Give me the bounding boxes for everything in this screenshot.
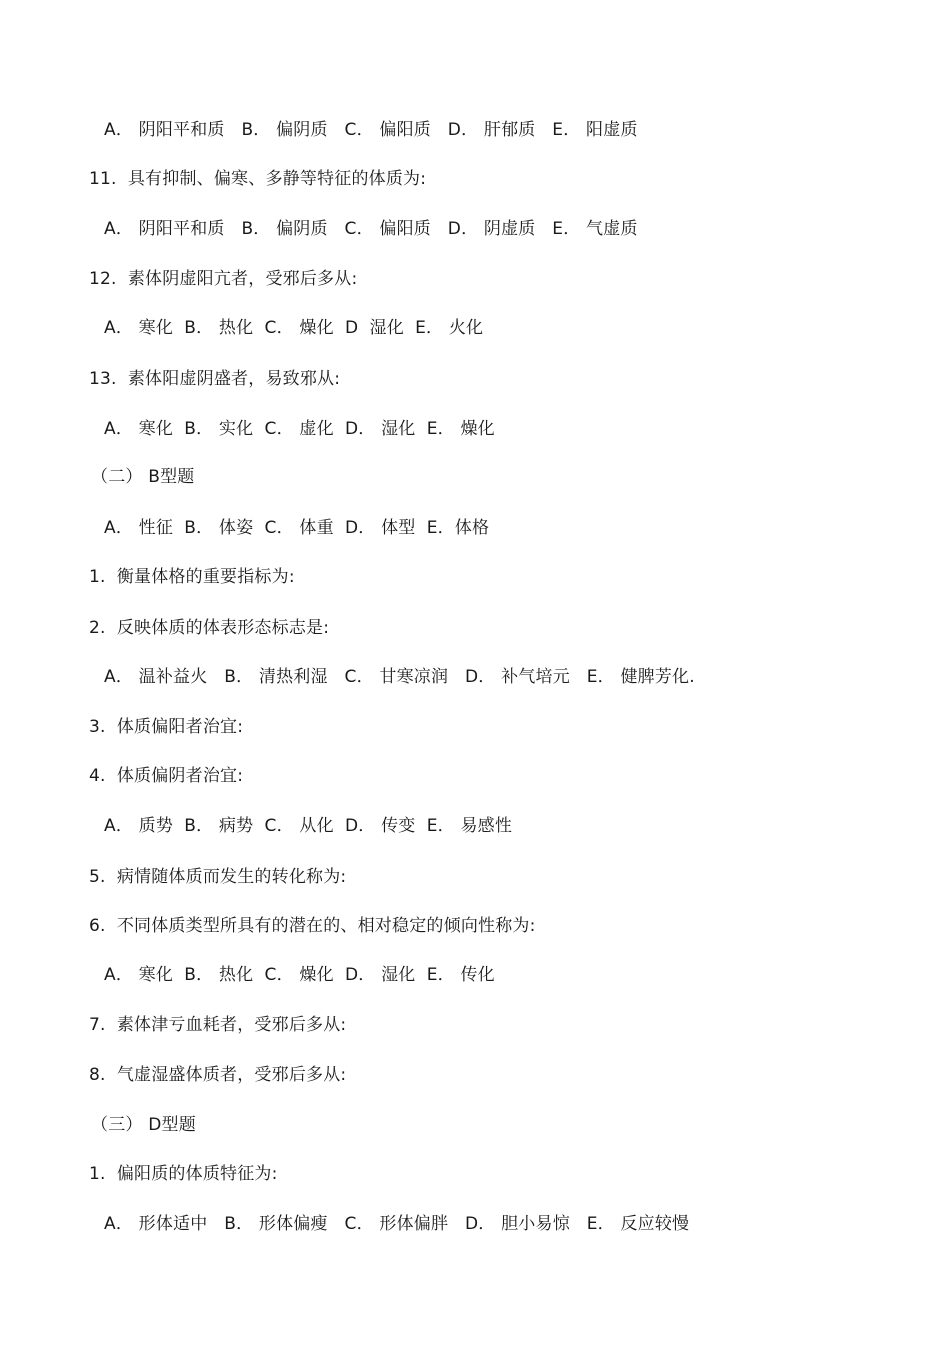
answer-options: A． 质势 B． 病势 C． 从化 D． 传变 E． 易感性 [104, 816, 513, 836]
question-text: 3. 体质偏阳者治宜: [89, 717, 244, 737]
question-text: 1. 偏阳质的体质特征为: [89, 1164, 278, 1184]
question-text: 2. 反映体质的体表形态标志是: [89, 618, 330, 638]
answer-options: A． 阴阳平和质 B． 偏阴质 C． 偏阳质 D． 阴虚质 E． 气虚质 [104, 219, 638, 239]
question-text: 5. 病情随体质而发生的转化称为: [89, 867, 347, 887]
question-text: 8. 气虚湿盛体质者，受邪后多从: [89, 1065, 347, 1085]
answer-options: A． 寒化 B． 热化 C． 燥化 D． 湿化 E． 传化 [104, 965, 495, 985]
question-text: 6. 不同体质类型所具有的潜在的、相对稳定的倾向性称为: [89, 916, 536, 936]
answer-options: A． 形体适中 B． 形体偏瘦 C． 形体偏胖 D． 胆小易惊 E． 反应较慢 [104, 1214, 690, 1234]
answer-options: A． 寒化 B． 实化 C． 虚化 D． 湿化 E． 燥化 [104, 419, 495, 439]
answer-options: A． 性征 B． 体姿 C． 体重 D． 体型 E．体格 [104, 518, 490, 538]
answer-options: A． 温补益火 B． 清热利湿 C． 甘寒凉润 D． 补气培元 E． 健脾芳化. [104, 667, 695, 687]
section-heading: （二） B型题 [91, 467, 195, 487]
section-heading: （三） D型题 [91, 1115, 196, 1135]
question-text: 7. 素体津亏血耗者，受邪后多从: [89, 1015, 347, 1035]
question-text: 13. 素体阳虚阴盛者，易致邪从: [89, 369, 341, 389]
question-text: 11. 具有抑制、偏寒、多静等特征的体质为: [89, 169, 427, 189]
question-text: 12. 素体阴虚阳亢者，受邪后多从: [89, 269, 358, 289]
answer-options: A． 寒化 B． 热化 C． 燥化 D 湿化 E． 火化 [104, 318, 484, 338]
question-text: 1. 衡量体格的重要指标为: [89, 567, 295, 587]
answer-options: A． 阴阳平和质 B． 偏阴质 C． 偏阳质 D． 肝郁质 E． 阳虚质 [104, 120, 638, 140]
question-text: 4. 体质偏阴者治宜: [89, 766, 244, 786]
